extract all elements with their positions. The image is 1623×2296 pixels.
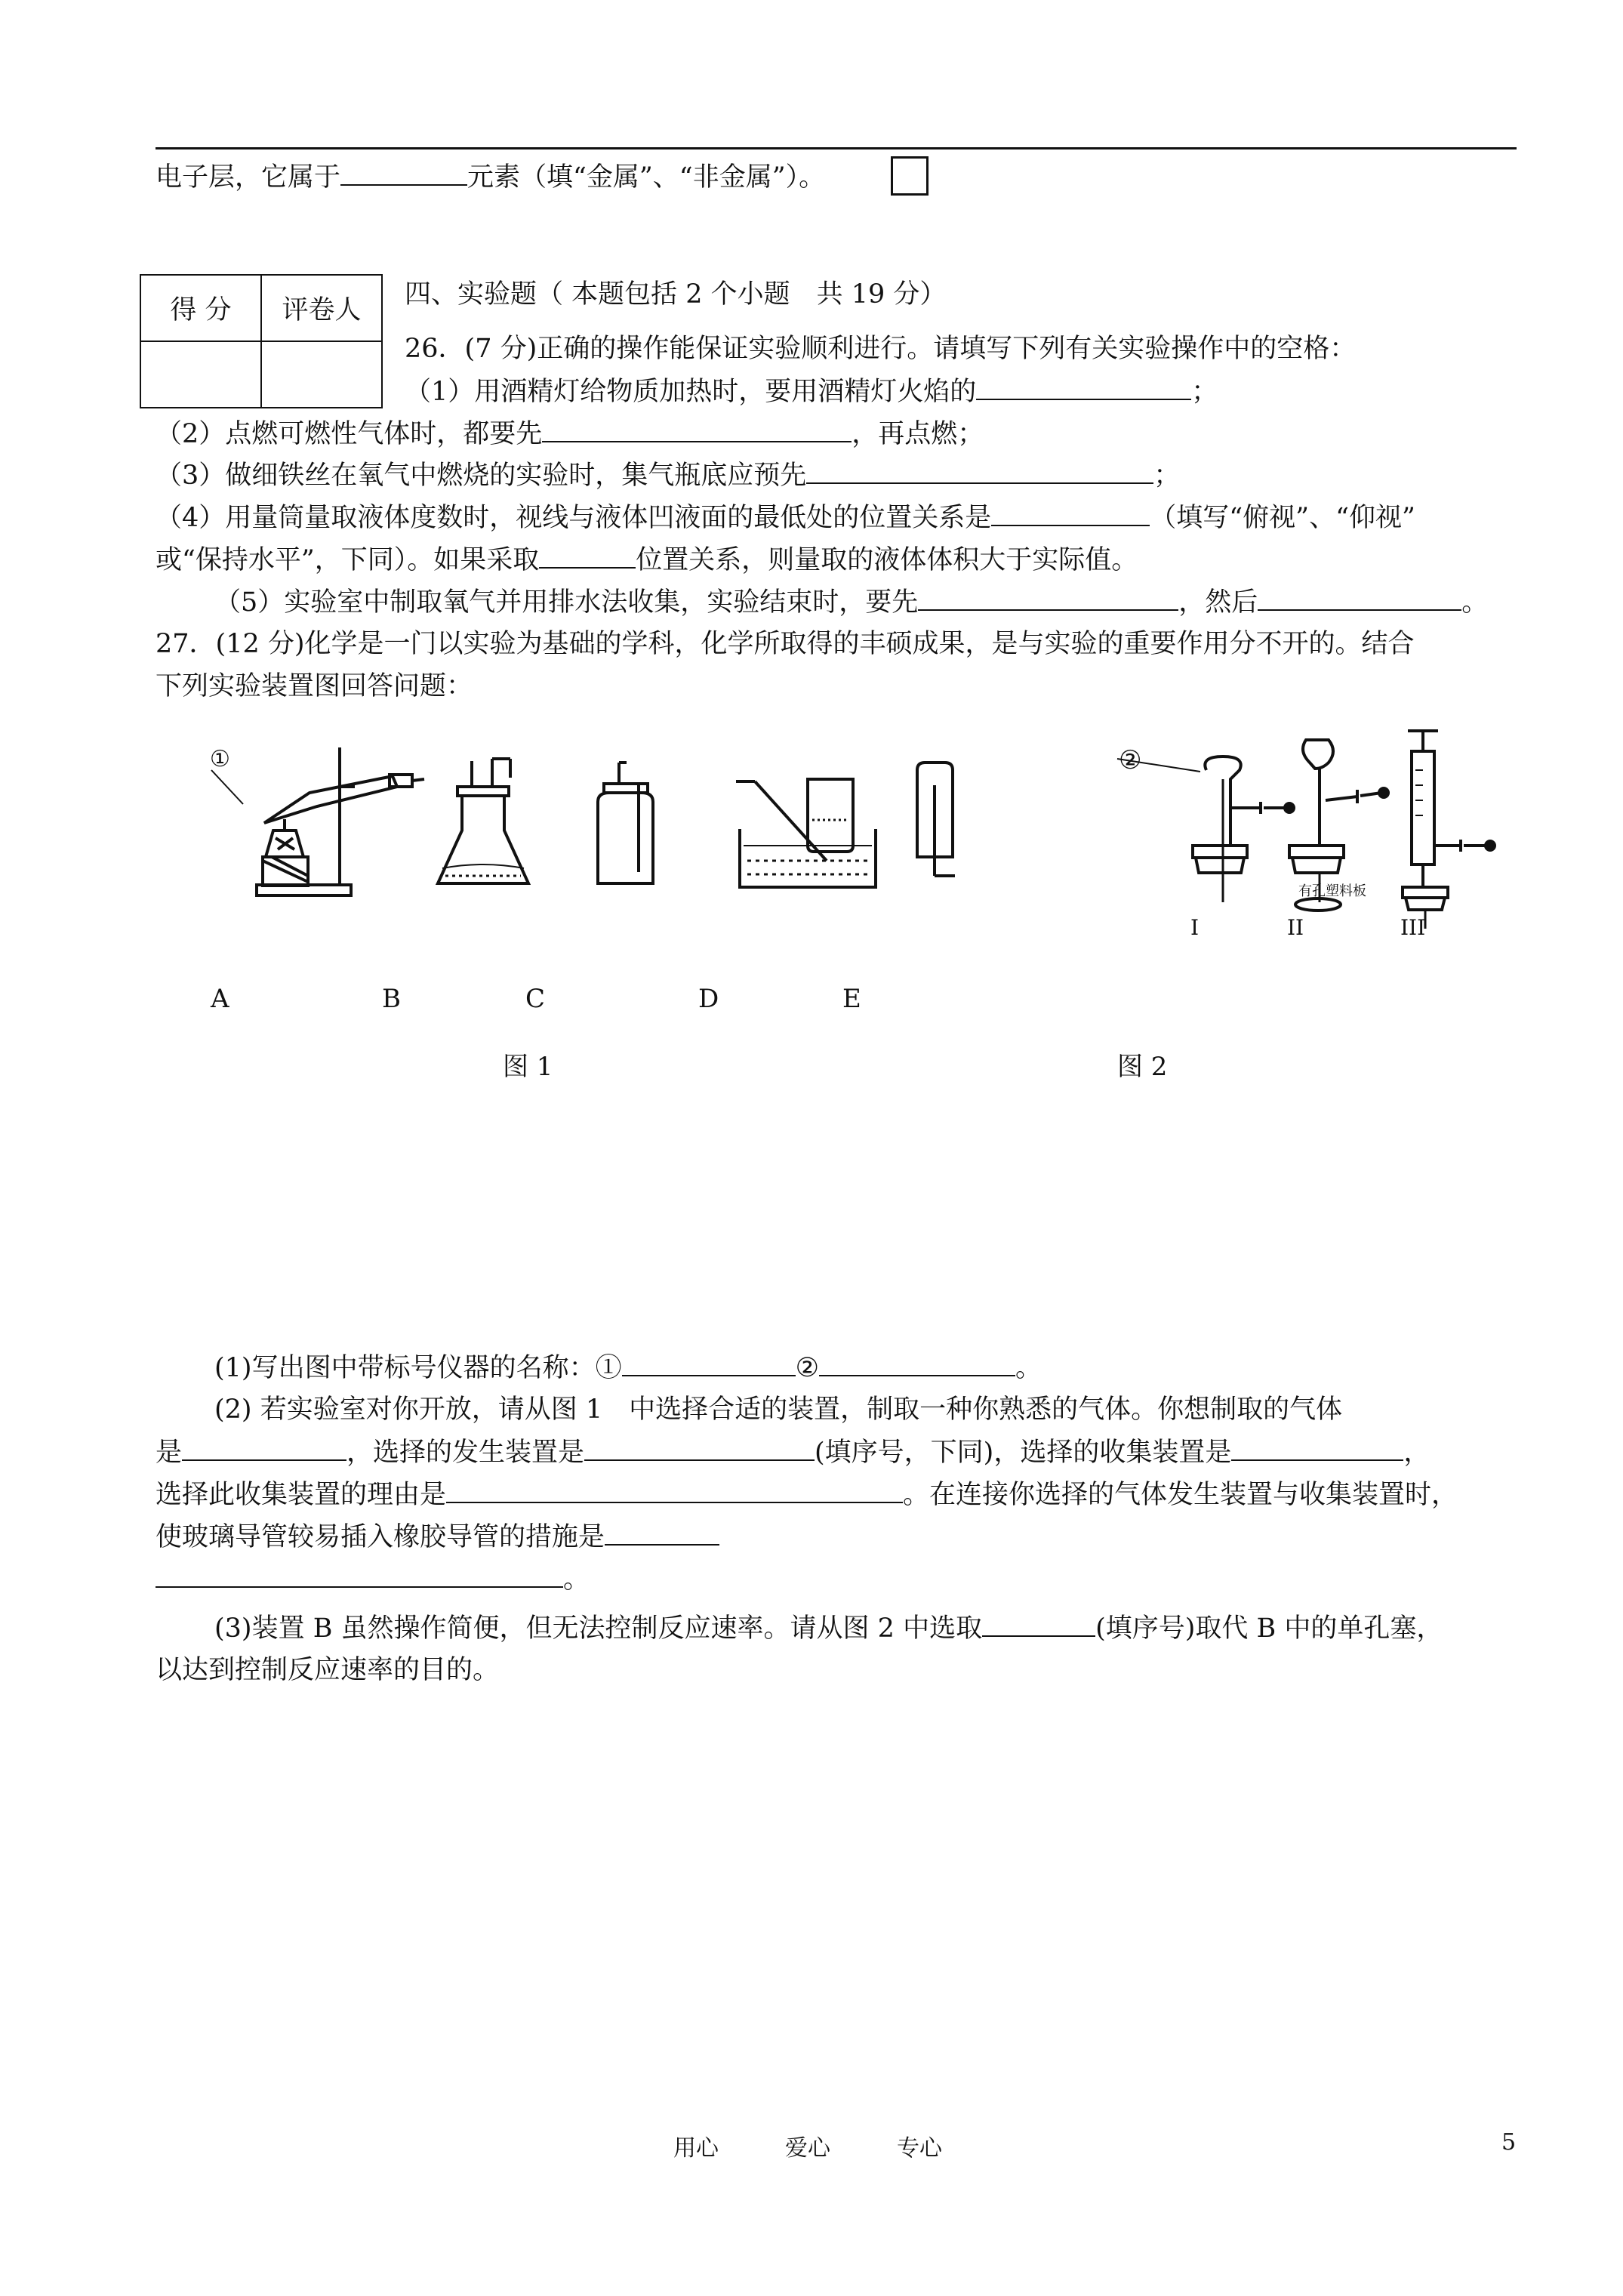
apparatus-i <box>1117 757 1294 902</box>
figure2-apparatus <box>1117 725 1510 944</box>
apparatus-d <box>736 779 876 887</box>
apparatus-a <box>211 747 424 895</box>
apparatus-iii <box>1403 731 1495 929</box>
fig1-label-b: B <box>382 984 401 1014</box>
line-text: 元素（填“金属”、“非金属”）。 <box>467 162 826 193</box>
header-rule <box>156 147 1517 149</box>
answer-blank[interactable] <box>918 585 1178 611</box>
continued-question-line <box>156 160 825 194</box>
answer-blank[interactable] <box>622 1351 796 1376</box>
answer-blank[interactable] <box>982 1611 1095 1637</box>
answer-blank[interactable] <box>1231 1435 1403 1461</box>
footer-motto-2: 爱心 <box>785 2135 830 2162</box>
q27-stem: 27．(12 分)化学是一门以实验为基础的学科，化学所取得的丰硕成果，是与实验的重要作用分不开的。结合 <box>156 629 1415 659</box>
answer-blank[interactable] <box>542 417 852 442</box>
line-text: 电子层，它属于 <box>156 162 341 193</box>
q26-part5: （5）实验室中制取氧气并用排水法收集，实验结束时，要先 ，然后 。 <box>214 585 1488 619</box>
perforated-plate-label: 有孔塑料板 <box>1298 883 1366 899</box>
fig2-label-i: I <box>1190 915 1200 940</box>
q27-sub3-line2: 以达到控制反应速率的目的。 <box>156 1655 500 1685</box>
section-title: 四、实验题（ 本题包括 2 个小题 共 19 分） <box>405 279 947 310</box>
q26-part3: （3）做细铁丝在氧气中燃烧的实验时，集气瓶底应预先 ； <box>156 458 1180 492</box>
score-header: 得 分 <box>140 275 261 341</box>
fig2-label-ii: II <box>1287 915 1304 940</box>
marker-1: ① <box>210 746 230 772</box>
q27-sub2-line4: 使玻璃导管较易插入橡胶导管的措施是 <box>156 1520 719 1554</box>
q27-sub2-line3: 选择此收集装置的理由是 。在连接你选择的气体发生装置与收集装置时， <box>156 1478 1458 1512</box>
fig1-label-d: D <box>698 984 719 1014</box>
fig1-label-e: E <box>842 984 861 1014</box>
footer-motto-3: 专心 <box>897 2135 942 2162</box>
answer-blank[interactable] <box>819 1351 1015 1376</box>
fig1-label-a: A <box>211 984 229 1014</box>
grader-cell[interactable] <box>261 341 382 408</box>
grader-header: 评卷人 <box>261 275 382 341</box>
fig2-caption: 图 2 <box>1117 1052 1168 1082</box>
score-table <box>140 274 383 408</box>
q27-sub3: (3)装置 B 虽然操作简便，但无法控制反应速率。请从图 2 中选取 (填序号)取代 B 中的单孔塞， <box>214 1611 1443 1645</box>
marker-2: ② <box>1119 745 1142 775</box>
q27-sub2-line2: 是 ，选择的发生装置是 (填序号，下同)，选择的收集装置是 ， <box>156 1435 1430 1469</box>
answer-blank[interactable] <box>976 374 1191 400</box>
answer-blank[interactable] <box>605 1520 719 1546</box>
answer-blank[interactable] <box>446 1478 903 1503</box>
q27-sub2-line5: 。 <box>156 1562 590 1596</box>
apparatus-b <box>438 759 528 883</box>
answer-blank[interactable] <box>806 458 1153 484</box>
answer-blank[interactable] <box>156 1562 563 1588</box>
q26-stem: 26．(7 分)正确的操作能保证实验顺利进行。请填写下列有关实验操作中的空格： <box>405 334 1357 364</box>
apparatus-c <box>598 763 653 883</box>
answer-blank[interactable] <box>584 1435 815 1461</box>
apparatus-e <box>917 763 955 876</box>
answer-blank[interactable] <box>539 543 636 569</box>
q26-part4-cont: 或“保持水平”，下同）。如果采取 位置关系，则量取的液体体积大于实际值。 <box>156 543 1138 577</box>
answer-blank[interactable] <box>340 160 467 186</box>
answer-blank[interactable] <box>1258 585 1461 611</box>
fig1-caption: 图 1 <box>503 1052 553 1082</box>
score-cell[interactable] <box>140 341 261 408</box>
q26-part4: （4）用量筒量取液体度数时，视线与液体凹液面的最低处的位置关系是 （填写“俯视”、“仰视” <box>156 501 1415 535</box>
answer-blank[interactable] <box>182 1435 346 1461</box>
figure1-apparatus <box>211 747 966 921</box>
q26-part2: （2）点燃可燃性气体时，都要先 ，再点燃； <box>156 417 984 451</box>
footer-motto-1: 用心 <box>673 2135 719 2162</box>
q27-sub2: (2) 若实验室对你开放，请从图 1 中选择合适的装置，制取一种你熟悉的气体。你想制取的气体 <box>214 1395 1343 1425</box>
answer-blank[interactable] <box>991 501 1150 526</box>
q26-part1: （1）用酒精灯给物质加热时，要用酒精灯火焰的 ； <box>405 374 1218 408</box>
q27-stem-cont: 下列实验装置图回答问题： <box>156 671 473 701</box>
fig2-label-iii: III <box>1400 915 1426 940</box>
fig1-label-c: C <box>525 984 546 1014</box>
page-number: 5 <box>1501 2129 1517 2156</box>
q27-sub1: (1)写出图中带标号仪器的名称：① ② 。 <box>214 1351 1042 1385</box>
score-box <box>891 156 929 196</box>
